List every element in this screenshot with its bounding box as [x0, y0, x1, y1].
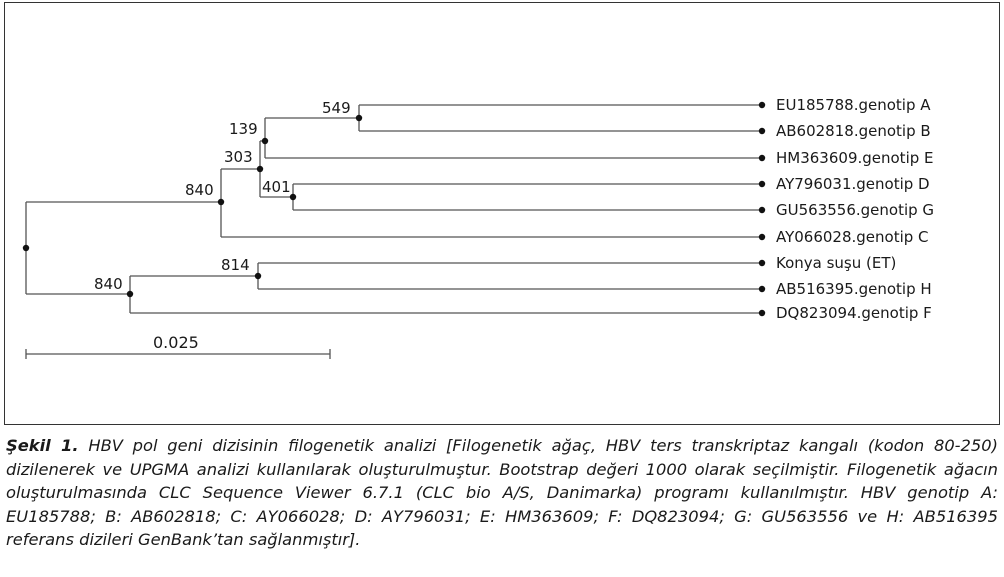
node-814	[255, 273, 261, 279]
leaf-label-genotip-h: AB516395.genotip H	[776, 280, 932, 298]
leaf-label-genotip-d: AY796031.genotip D	[776, 175, 930, 193]
leaf-label-genotip-g: GU563556.genotip G	[776, 201, 935, 219]
node-303	[257, 166, 263, 172]
node-401	[290, 194, 296, 200]
node-840-upper	[218, 199, 224, 205]
bootstrap-814: 814	[221, 256, 250, 274]
bootstrap-labels	[94, 99, 351, 293]
caption-text: HBV pol geni dizisinin filogenetik analizi [Filogenetik ağaç, HBV ters transkriptaz kangalı (kodon 80-250) dizilenerek ve UPGMA analizi kullanılarak oluşturulmuştur. Bootstrap değeri 1000 olarak seçilmiştir. Filogenetik ağacın oluşturulmasında CLC Sequence Viewer 6.7.1 (CLC bio A/S, Danimarka) programı kullanılmıştır. HBV genotip A: EU185788; B: AB602818; C: AY066028; D: AY796031; E: HM363609; F: DQ823094; G: GU563556 ve H: AB516395 referans dizileri GenBank’tan sağlanmıştır].	[6, 436, 998, 549]
leaf-label-konya: Konya suşu (ET)	[776, 254, 897, 272]
leaf-node-e	[759, 155, 765, 161]
bootstrap-303: 303	[224, 148, 253, 166]
node-840-lower	[127, 291, 133, 297]
leaf-labels	[776, 96, 934, 322]
bootstrap-549: 549	[322, 99, 351, 117]
figure-caption	[6, 434, 998, 552]
leaf-node-f	[759, 310, 765, 316]
bootstrap-840-upper: 840	[185, 181, 214, 199]
node-549	[356, 115, 362, 121]
leaf-node-d	[759, 181, 765, 187]
tree-branches	[26, 105, 762, 313]
leaf-node-konya	[759, 260, 765, 266]
bootstrap-840-lower: 840	[94, 275, 123, 293]
scale-bar	[26, 333, 330, 359]
bootstrap-401: 401	[262, 178, 291, 196]
leaf-label-genotip-b: AB602818.genotip B	[776, 122, 931, 140]
leaf-label-genotip-a: EU185788.genotip A	[776, 96, 931, 114]
leaf-node-h	[759, 286, 765, 292]
bootstrap-139: 139	[229, 120, 258, 138]
leaf-node-g	[759, 207, 765, 213]
node-139	[262, 138, 268, 144]
leaf-label-genotip-f: DQ823094.genotip F	[776, 304, 932, 322]
leaf-label-genotip-c: AY066028.genotip C	[776, 228, 929, 246]
leaf-node-c	[759, 234, 765, 240]
scale-bar-label: 0.025	[153, 333, 199, 352]
leaf-label-genotip-e: HM363609.genotip E	[776, 149, 934, 167]
root-node	[23, 245, 29, 251]
leaf-node-a	[759, 102, 765, 108]
tree-nodes	[23, 102, 765, 316]
caption-label: Şekil 1.	[6, 436, 79, 455]
leaf-node-b	[759, 128, 765, 134]
